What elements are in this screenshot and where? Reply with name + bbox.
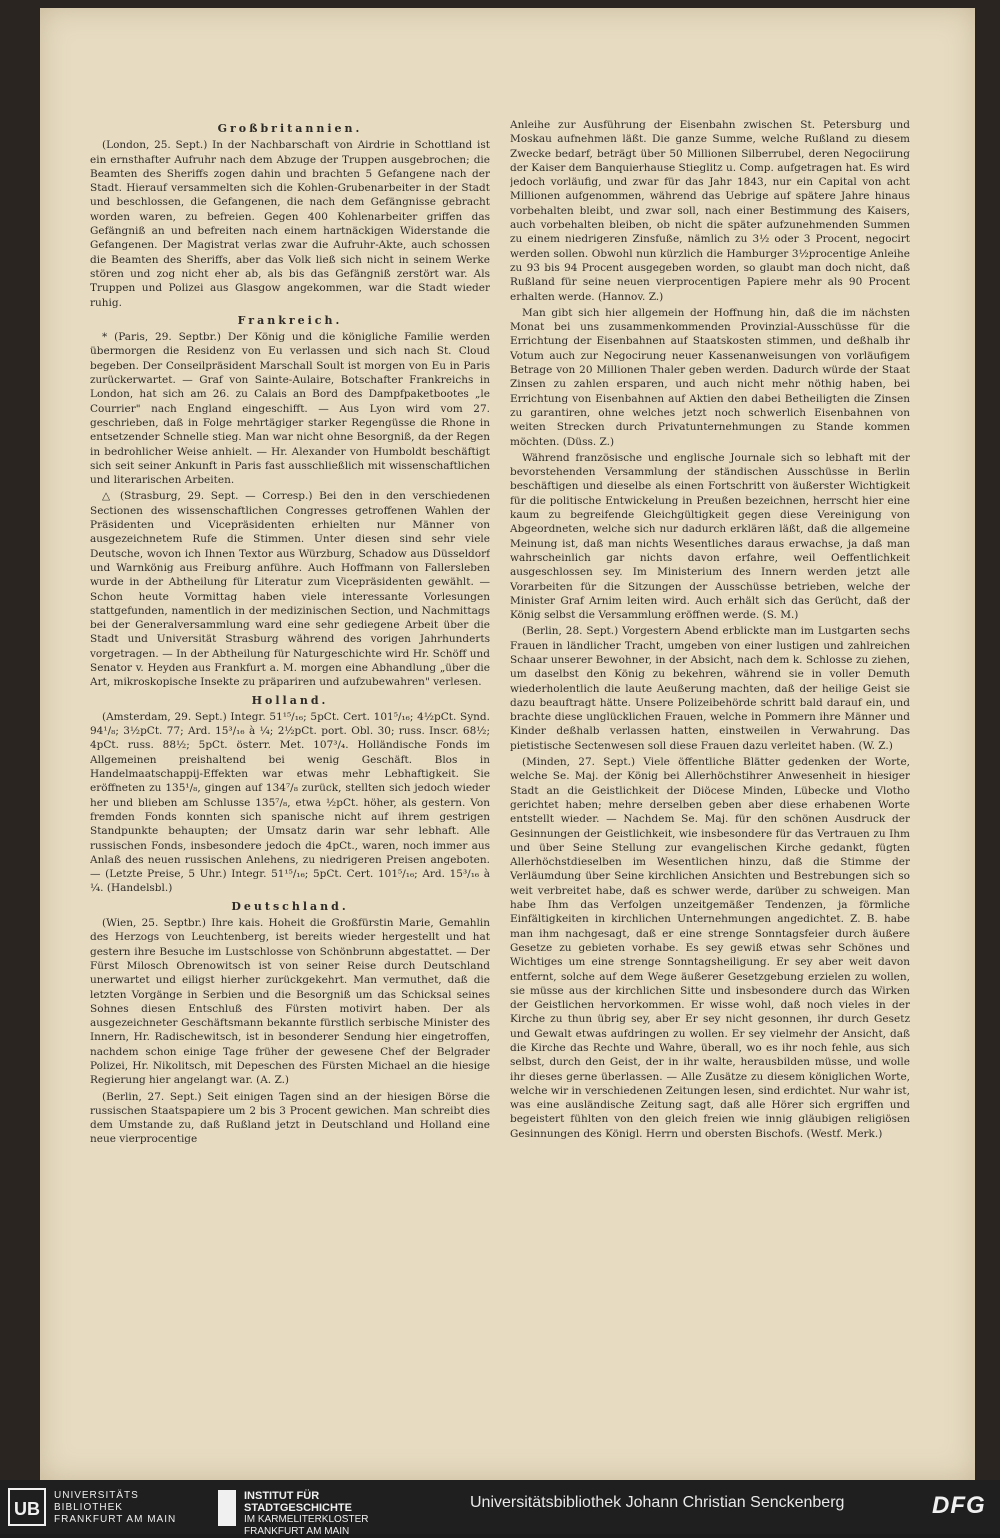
isg-logo-mark (218, 1490, 236, 1526)
isg-line-4: FRANKFURT AM MAIN (244, 1526, 350, 1537)
ub-line-1: UNIVERSITÄTS (54, 1490, 139, 1501)
article-journale: Während französische und englische Journale sich so lebhaft mit der bevorstehenden Versammlung der ständischen Ausschüsse in Berlin beschäftigen und dieselbe als einen Fortschritt von äußerster Wichtigkeit für die politische Entwickelung in Preußen bezeichnen, herrscht hier eine kaum zu begreifende Gleichgültigkeit gegen diese Vereinigung von Abgeordneten, welche sich nur dadurch erklären läßt, daß die allgemeine Meinung ist, daß man nichts Wesentliches daraus erwachse, ja daß man wahrscheinlich gar nichts davon erfahre, weil Oeffentlichkeit ausgeschlossen sey. Im Ministerium des Innern werden jetzt alle Vorarbeiten für die Sitzungen der Ausschüsse betrieben, welche der Minister Graf Arnim leiten wird. Auch erhält sich das Gerücht, daß der König selbst die Versammlung eröffnen werde. (S. M.) (510, 451, 910, 622)
article-paris: * (Paris, 29. Septbr.) Der König und die königliche Familie werden übermorgen die Residenz von Eu verlassen und sich nach St. Cloud begeben. Der Conseilpräsident Marschall Soult ist morgen von Eu in Paris zurückerwartet. — Graf von Sainte-Aulaire, Botschafter Frankreichs in London, hat sich am 26. zu Calais an Bord des Dampfpaketbootes „le Courrier" nach England eingeschifft. — Aus Lyon wird vom 27. geschrieben, daß in Folge mehrtägiger starker Regengüsse die Rhone in entsetzender Schnelle stieg. Man war nicht ohne Besorgniß, da der Regen in bedrohlicher Weise anhielt. — Hr. Alexander von Humboldt beschäftigt sich seit seiner Ankunft in Paris fast ausschließlich mit wissenschaftlichen und literarischen Arbeiten. (90, 331, 490, 487)
right-column (510, 118, 910, 1368)
footer-bar (0, 1480, 1000, 1537)
article-anleihe: Anleihe zur Ausführung der Eisenbahn zwischen St. Petersburg und Moskau aufnehmen läßt. Die ganze Summe, welche Rußland zu diesem Zwecke bedarf, beträgt über 50 Millionen Silberrubel, deren Negociirung der Kaiser dem Banquierhause Stieglitz u. Comp. aufgetragen hat. Es wird jedoch vorläufig, und zwar für das Jahr 1843, nur ein Capital von acht Millionen aufgenommen, während das Uebrige auf spätere Jahre hinaus vorbehalten bleibt, und zwar soll, nach einer Bestimmung des Kaisers, auch vorbehalten bleiben, ob nicht die später aufzunehmenden Summen zu einem niedrigeren Zinsfuße, nämlich zu 3½ oder 3 Procent, negocirt werden sollen. Obwohl nun kürzlich die Hamburger 3½procentige Anleihe zu 93 bis 94 Procent ausgegeben worden, so glaubt man doch nicht, daß Rußland für seine neuen vierprocentigen Papiere mehr als 90 Procent erhalten werde. (Hannov. Z.) (510, 119, 910, 303)
isg-logo-text (244, 1490, 368, 1538)
article-berlin-1: (Berlin, 27. Sept.) Seit einigen Tagen sind an der hiesigen Börse die russischen Staatspapiere um 2 bis 3 Procent gewichen. Man schreibt dies dem Umstande zu, daß Rußland jetzt in Deutschland und Holland eine neue vierprocentige (90, 1090, 490, 1146)
ub-logo[interactable] (8, 1488, 208, 1528)
heading-holland: Holland. (251, 693, 329, 707)
left-column (90, 118, 490, 1368)
library-name: Universitätsbibliothek Johann Christian Senckenberg (470, 1494, 845, 1511)
isg-logo[interactable] (218, 1488, 418, 1537)
heading-france: Frankreich. (237, 313, 343, 327)
isg-line-1: INSTITUT FÜR (244, 1490, 320, 1502)
article-amsterdam: (Amsterdam, 29. Sept.) Integr. 51¹⁵/₁₆; 5pCt. Cert. 101⁵/₁₆; 4½pCt. Synd. 94¹/₈; 3½pCt. 77; Ard. 15³/₁₆ à ¼; 2½pCt. port. Obl. 30; russ. Inscr. 68½; 4pCt. russ. 88½; 5pCt. österr. Met. 107³/₄. Holländische Fonds im Allgemeinen preishaltend bei wenig Geschäft. Blos in Handelmaatschappij-Effekten war etwas mehr Lebhaftigkeit. Sie eröffneten zu 135¹/₈, gingen auf 134⁷/₈ zurück, stellten sich jedoch wieder her und blieben am Schlusse 135⁷/₈, etwa ½pCt. höher, als gestern. Von fremden Fonds konnten sich spanische nicht auf ihrem gestrigen Standpunkte behaupten; der Umsatz darin war sehr lebhaft. Alle russischen Fonds, insbesondere jedoch die 4pCt., waren, noch immer aus Anlaß des neuen russischen Anlehens, zu niedrigeren Preisen angeboten. — (Letzte Preise, 5 Uhr.) Integr. 51¹⁵/₁₆; 5pCt. Cert. 101⁵/₁₆; Ard. 15³/₁₆ à ¼. (Handelsbl.) (90, 710, 490, 895)
ub-logo-mark: UB (8, 1488, 46, 1526)
article-strasburg: △ (Strasburg, 29. Sept. — Corresp.) Bei den in den verschiedenen Sectionen des wissenschaftlichen Congresses getroffenen Wahlen der Präsidenten und Vicepräsidenten erhielten nur Männer von ausgezeichnetem Rufe die Stimmen. Unter diesen sind sehr viele Deutsche, wovon ich Ihnen Textor aus Würzburg, Schadow aus Düsseldorf und Warnkönig aus Freiburg anführe. Auch Hoffmann von Fallersleben wurde in der Abtheilung für Literatur zum Vicepräsidenten gewählt. — Schon heute Vormittag haben viele interessante Vorlesungen stattgefunden, namentlich in der medizinischen Section, und Nachmittags bei der Generalversammlung ward eine sehr gediegene Arbeit über die Stadt und Universität Strasburg während des vorigen Jahrhunderts vorgetragen. — In der Abtheilung für Naturgeschichte wird Hr. Schöff und Senator v. Heyden aus Frankfurt a. M. morgen eine Abhandlung „über die Art, mikroskopische Insekte zu präpariren und aufzubewahren" verlesen. (90, 490, 490, 689)
heading-great-britain: Großbritannien. (217, 122, 363, 135)
ub-logo-text (54, 1490, 176, 1526)
article-berlin-2: (Berlin, 28. Sept.) Vorgestern Abend erblickte man im Lustgarten sechs Frauen in ländlicher Tracht, umgeben von einer lustigen und zahlreichen Schaar unserer Bewohner, in der Absicht, nach dem k. Schlosse zu ziehen, um daselbst den König zu bekehren, während sie in voller Demuth wiederholentlich die laute Aeußerung machten, daß der heilige Geist sie dazu beauftragt hätte. Unsere Polizeibehörde schritt bald darauf ein, und brachte diese unglücklichen Frauen, welche in Pommern ihre Männer und Kinder deßhalb verlassen hatten, einstweilen in Verwahrung. Das pietistische Sectenwesen soll diese Frauen dazu verleitet haben. (W. Z.) (510, 625, 910, 752)
heading-germany: Deutschland. (231, 899, 349, 913)
isg-line-2: STADTGESCHICHTE (244, 1502, 352, 1514)
article-hoffnung: Man gibt sich hier allgemein der Hoffnung hin, daß die im nächsten Monat bei uns zusammenkommenden Provinzial-Ausschüsse für die Errichtung der Eisenbahnen auf Staatskosten stimmen, und deßhalb ihr Votum auch zur Negocirung neuer Kassenanweisungen von vorläufigem Betrage von 20 Millionen Thaler geben werden. Dadurch würde der Staat Zinsen zu zahlen ersparen, und auch nicht mehr nöthig haben, bei Errichtung von Eisenbahnen auf Aktien den dabei Betheiligten die Zinsen zu garantiren, ohne welches jetzt noch schwerlich Eisenbahnen von weiten Strecken durch Privatunternehmungen zu Stande kommen möchten. (Düss. Z.) (510, 306, 910, 448)
dfg-logo[interactable]: DFG (932, 1492, 986, 1519)
isg-line-3: IM KARMELITERKLOSTER (244, 1514, 369, 1525)
ub-line-3: FRANKFURT AM MAIN (54, 1514, 177, 1525)
text-columns (90, 118, 910, 1368)
article-minden: (Minden, 27. Sept.) Viele öffentliche Blätter gedenken der Worte, welche Se. Maj. der König bei Allerhöchstihrer Anwesenheit in hiesiger Stadt an die Geistlichkeit der Diöcese Minden, Lübecke und Vlotho gerichtet haben; mehre derselben geben aber diese erhabenen Worte entstellt wieder. — Nachdem Se. Maj. für den schönen Ausdruck der Gesinnungen der Geistlichkeit, wie insbesondere für das Vertrauen zu Ihm und über Seine Stellung zur evangelischen Kirche gedankt, fügten Allerhöchstdieselben im Wesentlichen hinzu, daß die Stimme der Verläumdung über Seine kirchlichen Ansichten und Bestrebungen sich so weit verbreitet habe, daß es schwer werde, darüber zu schweigen. Man habe Ihm das Verfolgen unzeitgemäßer Tendenzen, ja förmliche Einfältigkeiten in kirchlichen Unternehmungen angedichtet. Z. B. habe man ihm nachgesagt, daß er eine strenge Sonntagsfeier durch äußere Gesetze zu gebieten vorhabe. Es sey gewiß etwas sehr Schönes und Wichtiges um eine strenge Sonntagsheiligung. Er sey aber weit davon entfernt, solche auf dem Wege äußerer Gesetzgebung erzielen zu wollen, sie müsse aus der kirchlichen Sitte und insbesondere durch das Wirken der Geistlichen hervorkommen. Er wisse wohl, daß noch vieles in der Kirche zu thun übrig sey, aber Er sey nicht gesonnen, ihr durch Gesetz und Gewalt etwas aufdringen zu wollen. Er sey vielmehr der Ansicht, daß die Kirche das Rechte und Wahre, überall, wo es ihr noch fehle, aus sich selbst, durch den Geist, der in ihr walte, herausbilden müsse, und wolle ihr dieses gerne überlassen. — Alle Zusätze zu diesem königlichen Worte, welche wir in verschiedenen Zeitungen lesen, sind erdichtet. Nur wahr ist, was eine ausländische Zeitung sagt, daß alle Hörer sich ergriffen und begeistert fühlten von den gleich freien wie innig gläubigen religiösen Gesinnungen des Königl. Herrn und obersten Bischofs. (Westf. Merk.) (510, 756, 910, 1140)
ub-line-2: BIBLIOTHEK (54, 1502, 123, 1513)
article-wien: (Wien, 25. Septbr.) Ihre kais. Hoheit die Großfürstin Marie, Gemahlin des Herzogs von Leuchtenberg, ist bereits wieder hergestellt und hat gestern ihre Besuche im Lustschlosse von Schönbrunn abgestattet. — Der Fürst Milosch Obrenowitsch ist von seiner Reise durch Deutschland unerwartet und eiligst hierher zurückgekehrt. Man vermuthet, daß die letzten Vorgänge in Serbien und die Besorgniß um das Schicksal seines Sohnes diesen Entschluß des Fürsten motivirt haben. Der als ausgezeichneter Geschäftsmann bekannte fürstlich serbische Minister des Innern, Hr. Radischewitsch, ist in besonderer Sendung hier eingetroffen, nachdem schon einige Tage früher der gewesene Chef der Belgrader Polizei, Hr. Nikolitsch, mit Depeschen des Fürsten Michael an die hiesige Regierung hier angelangt war. (A. Z.) (90, 917, 490, 1087)
article-london: (London, 25. Sept.) In der Nachbarschaft von Airdrie in Schottland ist ein ernsthafter Aufruhr nach dem Abzuge der Truppen ausgebrochen; die Beamten des Sheriffs zogen dahin und brachten 5 Gefangene nach der Stadt. Hierauf versammelten sich die Kohlen-Grubenarbeiter in der Stadt und beschlossen, die Gefangenen, die nach dem Gefängnisse gebracht worden waren, zu befreien. Gegen 400 Kohlenarbeiter griffen das Gefängniß an und befreiten nach einem hartnäckigen Widerstande die Gefangenen. Der Magistrat verlas zwar die Aufruhr-Akte, auch schossen die Beamten des Sheriffs, aber das Volk ließ sich nicht in seinem Werke stören und zog nicht eher ab, als bis das Gefängniß zerstört war. Als Truppen und Polizei aus Glasgow angekommen, war die Stadt wieder ruhig. (90, 139, 490, 309)
